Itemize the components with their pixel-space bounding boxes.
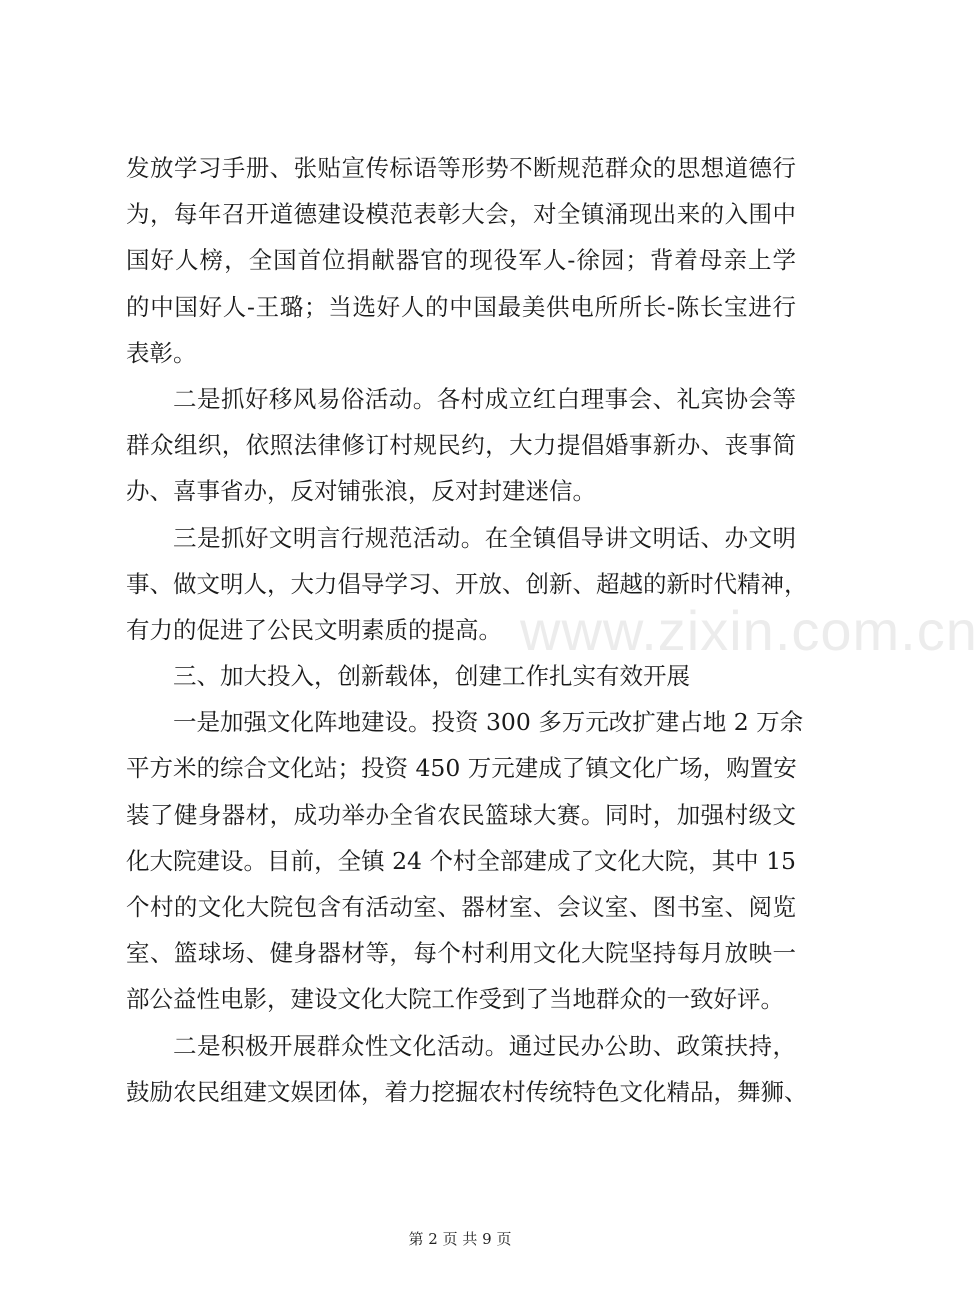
- text-line: 鼓励农民组建文娱团体，着力挖掘农村传统特色文化精品，舞狮、: [126, 1077, 808, 1106]
- text-line: 国好人榜，全国首位捐献器官的现役军人-徐园；背着母亲上学: [126, 246, 796, 275]
- text-line: 化大院建设。目前，全镇 24 个村全部建成了文化大院，其中 15: [126, 846, 796, 875]
- text-line: 的中国好人-王璐；当选好人的中国最美供电所所长-陈长宝进行: [126, 292, 796, 321]
- text-line: 装了健身器材，成功举办全省农民篮球大赛。同时，加强村级文: [126, 800, 796, 829]
- text-line: 群众组织，依照法律修订村规民约，大力提倡婚事新办、丧事简: [126, 431, 796, 460]
- text-line: 表彰。: [126, 338, 197, 367]
- text-line: 平方米的综合文化站；投资 450 万元建成了镇文化广场，购置安: [126, 754, 797, 783]
- text-line: 发放学习手册、张贴宣传标语等形势不断规范群众的思想道德行: [126, 154, 796, 182]
- document-body: [126, 145, 808, 1115]
- text-line: 为，每年召开道德建设模范表彰大会，对全镇涌现出来的入围中: [126, 200, 796, 229]
- text-line: 二是抓好移风易俗活动。各村成立红白理事会、礼宾协会等: [173, 384, 796, 413]
- text-line: 一是加强文化阵地建设。投资 300 多万元改扩建占地 2 万余: [173, 708, 804, 737]
- page-number-footer: 第 2 页 共 9 页: [408, 1230, 512, 1248]
- text-line: 有力的促进了公民文明素质的提高。: [126, 615, 502, 644]
- text-line: 事、做文明人，大力倡导学习、开放、创新、超越的新时代精神，: [126, 569, 808, 598]
- text-line: 室、篮球场、健身器材等，每个村利用文化大院坚持每月放映一: [126, 939, 796, 968]
- text-line: 三是抓好文明言行规范活动。在全镇倡导讲文明话、办文明: [173, 523, 796, 552]
- text-line: 部公益性电影，建设文化大院工作受到了当地群众的一致好评。: [126, 985, 784, 1014]
- text-line: 二是积极开展群众性文化活动。通过民办公助、政策扶持，: [173, 1031, 796, 1060]
- text-line: 个村的文化大院包含有活动室、器材室、会议室、图书室、阅览: [126, 893, 796, 921]
- watermark: www.zixin.com.cn: [520, 599, 978, 662]
- section-heading: 三、加大投入，创新载体，创建工作扎实有效开展: [173, 662, 690, 691]
- text-line: 办、喜事省办，反对铺张浪，反对封建迷信。: [126, 477, 596, 506]
